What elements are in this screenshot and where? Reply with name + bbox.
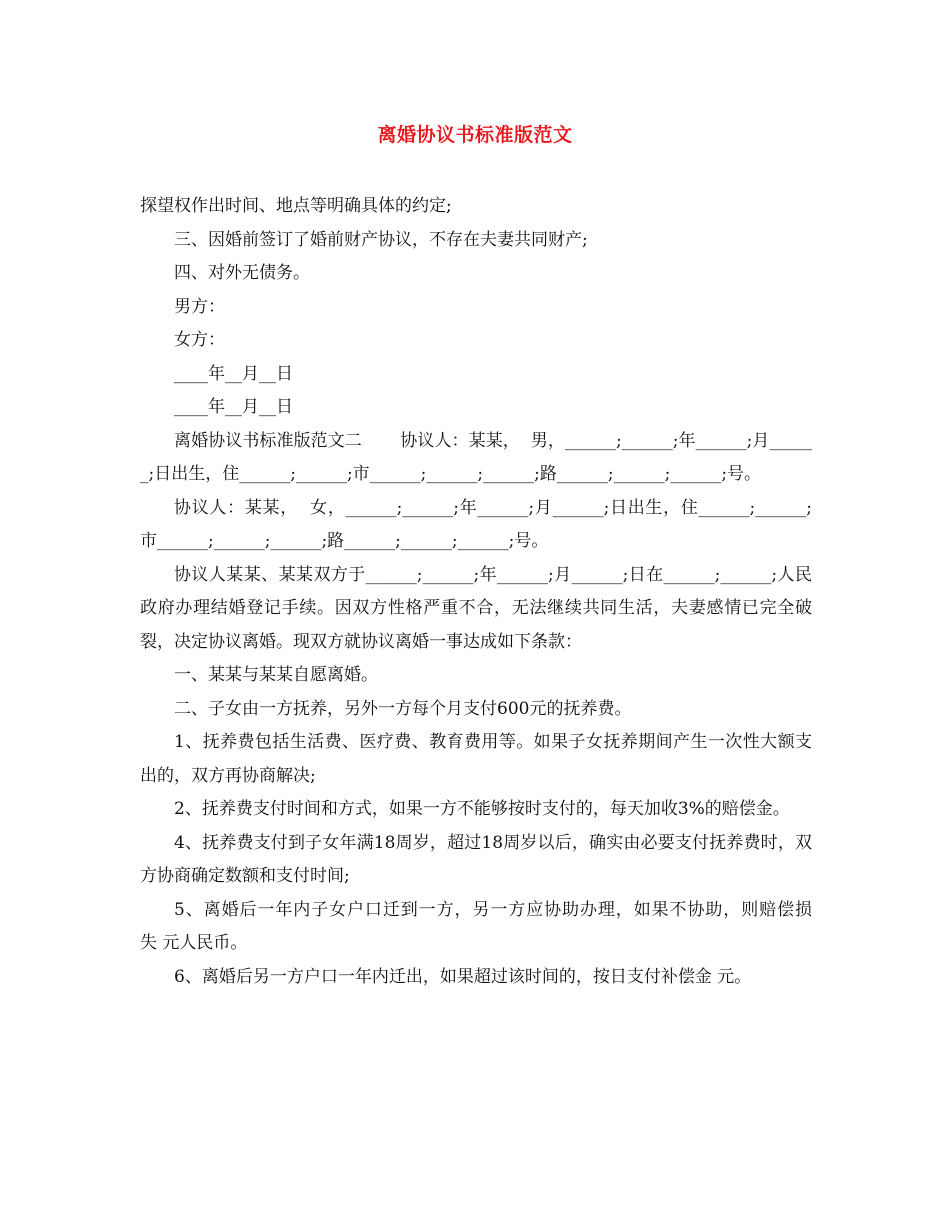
paragraph: 女方： <box>174 330 225 350</box>
document-body <box>140 190 812 994</box>
paragraph: 探望权作出时间、地点等明确具体的约定; <box>140 196 452 216</box>
paragraph: 协议人：某某， 女，______;______;年______;月______;日出生，住______;______;市______;______;______;路______;______;______;号。 <box>140 497 812 551</box>
paragraph: 4、抚养费支付到子女年满18周岁，超过18周岁以后，确实由必要支付抚养费时，双方协商确定数额和支付时间; <box>140 832 812 886</box>
paragraph: 男方： <box>174 296 225 317</box>
paragraph: 一、某某与某某自愿离婚。 <box>174 665 378 685</box>
paragraph: 协议人某某、某某双方于______;______;年______;月______;日在______;______;人民政府办理结婚登记手续。因双方性格严重不合，无法继续共同生活，夫妻感情已完全破裂，决定协议离婚。现双方就协议离婚一事达成如下条款： <box>140 564 812 652</box>
paragraph: 5、离婚后一年内子女户口迁到一方，另一方应协助办理，如果不协助，则赔偿损失 元人民币。 <box>140 899 812 953</box>
paragraph: 离婚协议书标准版范文二 协议人：某某， 男，______;______;年______;月______;日出生，住______;______;市______;______;______;路______;______;______;号。 <box>140 430 812 484</box>
paragraph: 三、因婚前签订了婚前财产协议，不存在夫妻共同财产; <box>174 229 588 250</box>
paragraph: 四、对外无债务。 <box>174 263 310 283</box>
paragraph: 2、抚养费支付时间和方式，如果一方不能够按时支付的，每天加收3%的赔偿金。 <box>174 799 790 819</box>
paragraph: 二、子女由一方抚养，另外一方每个月支付600元的抚养费。 <box>174 698 632 719</box>
document-title: 离婚协议书标准版范文 <box>377 124 573 146</box>
paragraph: 6、离婚后另一方户口一年内迁出，如果超过该时间的，按日支付补偿金 元。 <box>174 966 752 987</box>
paragraph: ____年__月__日 <box>174 363 293 384</box>
paragraph: 1、抚养费包括生活费、医疗费、教育费用等。如果子女抚养期间产生一次性大额支出的，双方再协商解决; <box>140 732 812 786</box>
paragraph: ____年__月__日 <box>174 397 293 417</box>
